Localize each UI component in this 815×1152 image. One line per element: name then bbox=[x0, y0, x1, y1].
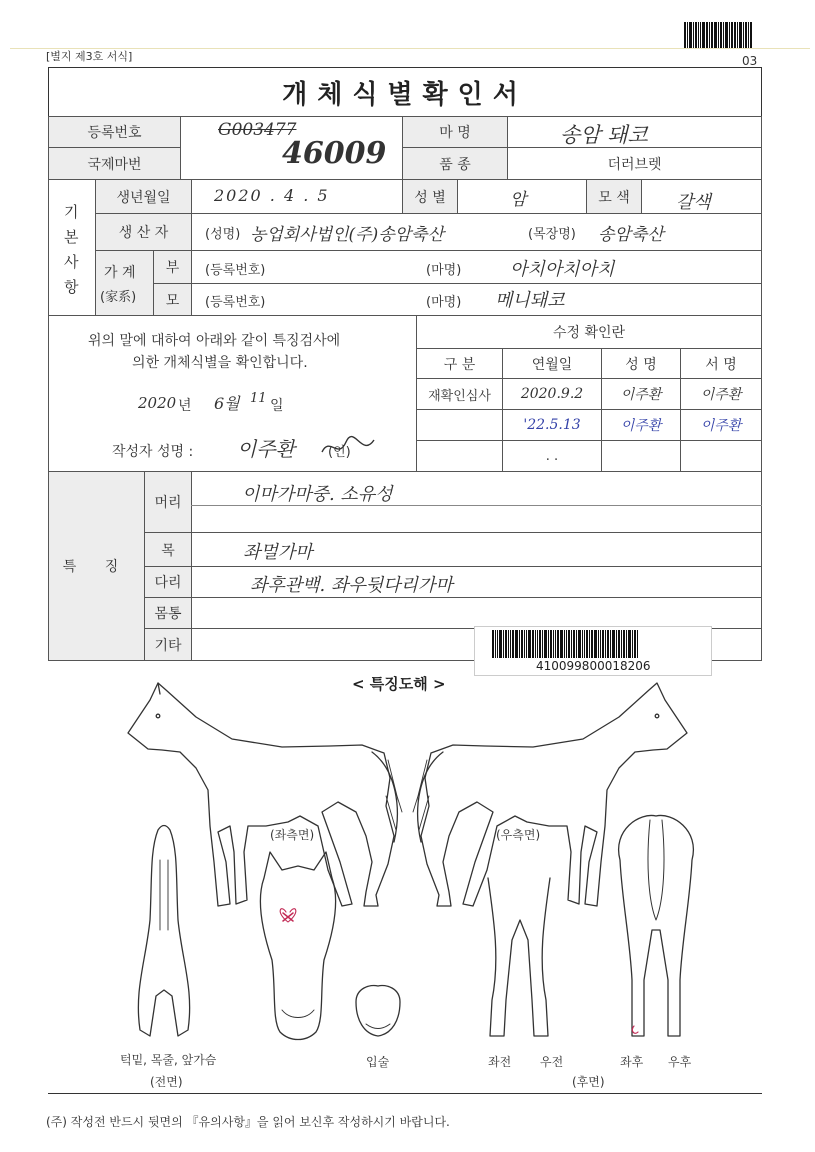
sire-reg-prefix: (등록번호) bbox=[205, 263, 266, 278]
writer-seal: (인) bbox=[328, 445, 351, 460]
horse-front-legs-drawing bbox=[488, 878, 550, 1036]
sire-label: 부 bbox=[153, 250, 192, 284]
date-year-suffix: 년 bbox=[178, 398, 192, 414]
amend-col-sign: 서 명 bbox=[680, 348, 762, 379]
statement-line1: 위의 말에 대하여 아래와 같이 특징검사에 bbox=[88, 333, 341, 349]
horse-rear-drawing bbox=[619, 815, 694, 1036]
barcode-number: 410099800018206 bbox=[536, 659, 651, 673]
right-hind-label: 우후 bbox=[668, 1055, 692, 1069]
amend-row-1-sign: 이주환 bbox=[680, 378, 762, 410]
document-title: 개체식별확인서 bbox=[282, 79, 528, 110]
pedigree-hanja: (家系) bbox=[100, 290, 137, 305]
farm-name: 송암축산 bbox=[598, 225, 664, 245]
producer-name-prefix: (성명) bbox=[205, 227, 241, 242]
horse-muzzle-drawing bbox=[356, 986, 400, 1036]
color-label: 모 색 bbox=[586, 179, 642, 214]
left-hind-label: 좌후 bbox=[620, 1055, 644, 1069]
sex-label: 성 별 bbox=[402, 179, 458, 214]
feature-head-label: 머리 bbox=[144, 471, 192, 533]
sire-name: 아치아치아치 bbox=[510, 259, 615, 280]
amend-col-date: 연월일 bbox=[502, 348, 602, 379]
birth-value: 2020 . 4 . 5 bbox=[214, 186, 330, 205]
farm-prefix: (목장명) bbox=[528, 227, 576, 242]
diagram-title: < 특징도해 > bbox=[352, 675, 446, 693]
amend-row-1-type: 재확인심사 bbox=[416, 378, 503, 410]
front-caption: 턱밑, 목줄, 앞가슴 bbox=[120, 1053, 217, 1067]
reg-no-value: 46009 bbox=[282, 136, 387, 171]
head-marking-x bbox=[283, 913, 293, 921]
amend-row-2-date: '22.5.13 bbox=[502, 409, 602, 441]
horse-name-value: 송암 돼코 bbox=[560, 123, 648, 147]
writer-label: 작성자 성명 : bbox=[112, 444, 194, 460]
horse-head-front-drawing bbox=[260, 852, 335, 1040]
dam-label: 모 bbox=[153, 283, 192, 316]
amend-row-1-date: 2020.9.2 bbox=[502, 378, 602, 410]
dam-reg-prefix: (등록번호) bbox=[205, 295, 266, 310]
diagram-bottom-rule bbox=[48, 1093, 762, 1094]
horse-front-neck-drawing bbox=[138, 826, 189, 1037]
rear-view-label: (후면) bbox=[572, 1075, 605, 1089]
date-month: 6월 bbox=[214, 394, 240, 413]
lips-label: 입술 bbox=[366, 1055, 390, 1069]
breed-value: 더러브렛 bbox=[507, 147, 762, 180]
head-marking-heart bbox=[280, 909, 296, 922]
amendment-title: 수정 확인란 bbox=[416, 315, 762, 349]
amend-row-2-sign: 이주환 bbox=[680, 409, 762, 441]
date-day-suffix: 일 bbox=[270, 398, 284, 414]
amend-row-3-date: . . bbox=[502, 440, 602, 472]
breed-label: 품 종 bbox=[402, 147, 508, 180]
producer-name: 농업회사법인(주)송암축산 bbox=[250, 225, 444, 245]
page-number: 03 bbox=[742, 54, 758, 68]
sex-value: 암 bbox=[510, 190, 527, 210]
amend-col-name: 성 명 bbox=[601, 348, 681, 379]
date-day: 11 bbox=[250, 391, 267, 406]
basic-section-label: 기본사항 bbox=[64, 203, 79, 296]
reg-no-label: 등록번호 bbox=[48, 116, 181, 148]
intl-no-label: 국제마번 bbox=[48, 147, 181, 180]
reg-no-struck: G003477 bbox=[218, 120, 297, 140]
right-front-label: 우전 bbox=[540, 1055, 564, 1069]
amend-row-1-name: 이주환 bbox=[601, 378, 681, 410]
feature-other-label: 기타 bbox=[144, 628, 192, 661]
footer-note: (주) 작성전 반드시 뒷면의 『유의사항』을 읽어 보신후 작성하시기 바랍니다. bbox=[46, 1115, 450, 1129]
front-view-label: (전면) bbox=[150, 1075, 183, 1089]
dam-name-prefix: (마명) bbox=[426, 295, 462, 310]
amend-col-type: 구 분 bbox=[416, 348, 503, 379]
writer-name: 이주환 bbox=[237, 437, 295, 461]
color-value: 갈색 bbox=[676, 192, 711, 213]
feature-head-value: 이마가마중. 소유성 bbox=[242, 484, 393, 505]
left-side-label: (좌측면) bbox=[270, 828, 315, 842]
form-tag: [별지 제3호 서식] bbox=[46, 50, 133, 63]
statement-line2: 의한 개체식별을 확인합니다. bbox=[132, 355, 308, 371]
horse-name-label: 마 명 bbox=[402, 116, 508, 148]
right-side-label: (우측면) bbox=[496, 828, 541, 842]
dam-name: 메니돼코 bbox=[495, 290, 565, 311]
birth-label: 생년월일 bbox=[95, 179, 192, 214]
date-year: 2020 bbox=[138, 394, 177, 412]
horse-right-side-drawing bbox=[413, 683, 687, 906]
amend-row-2-name: 이주환 bbox=[601, 409, 681, 441]
feature-neck-label: 목 bbox=[144, 532, 192, 567]
feature-legs-value: 좌후관백. 좌우뒷다리가마 bbox=[250, 575, 453, 596]
left-front-label: 좌전 bbox=[488, 1055, 512, 1069]
features-section-label: 특 징 bbox=[48, 471, 145, 661]
producer-label: 생 산 자 bbox=[95, 213, 192, 251]
feature-legs-label: 다리 bbox=[144, 566, 192, 598]
pedigree-label: 가 계 bbox=[104, 265, 136, 281]
hind-leg-marking bbox=[632, 1026, 638, 1033]
feature-body-label: 몸통 bbox=[144, 597, 192, 629]
feature-neck-value: 좌멀가마 bbox=[243, 542, 313, 563]
sire-name-prefix: (마명) bbox=[426, 263, 462, 278]
